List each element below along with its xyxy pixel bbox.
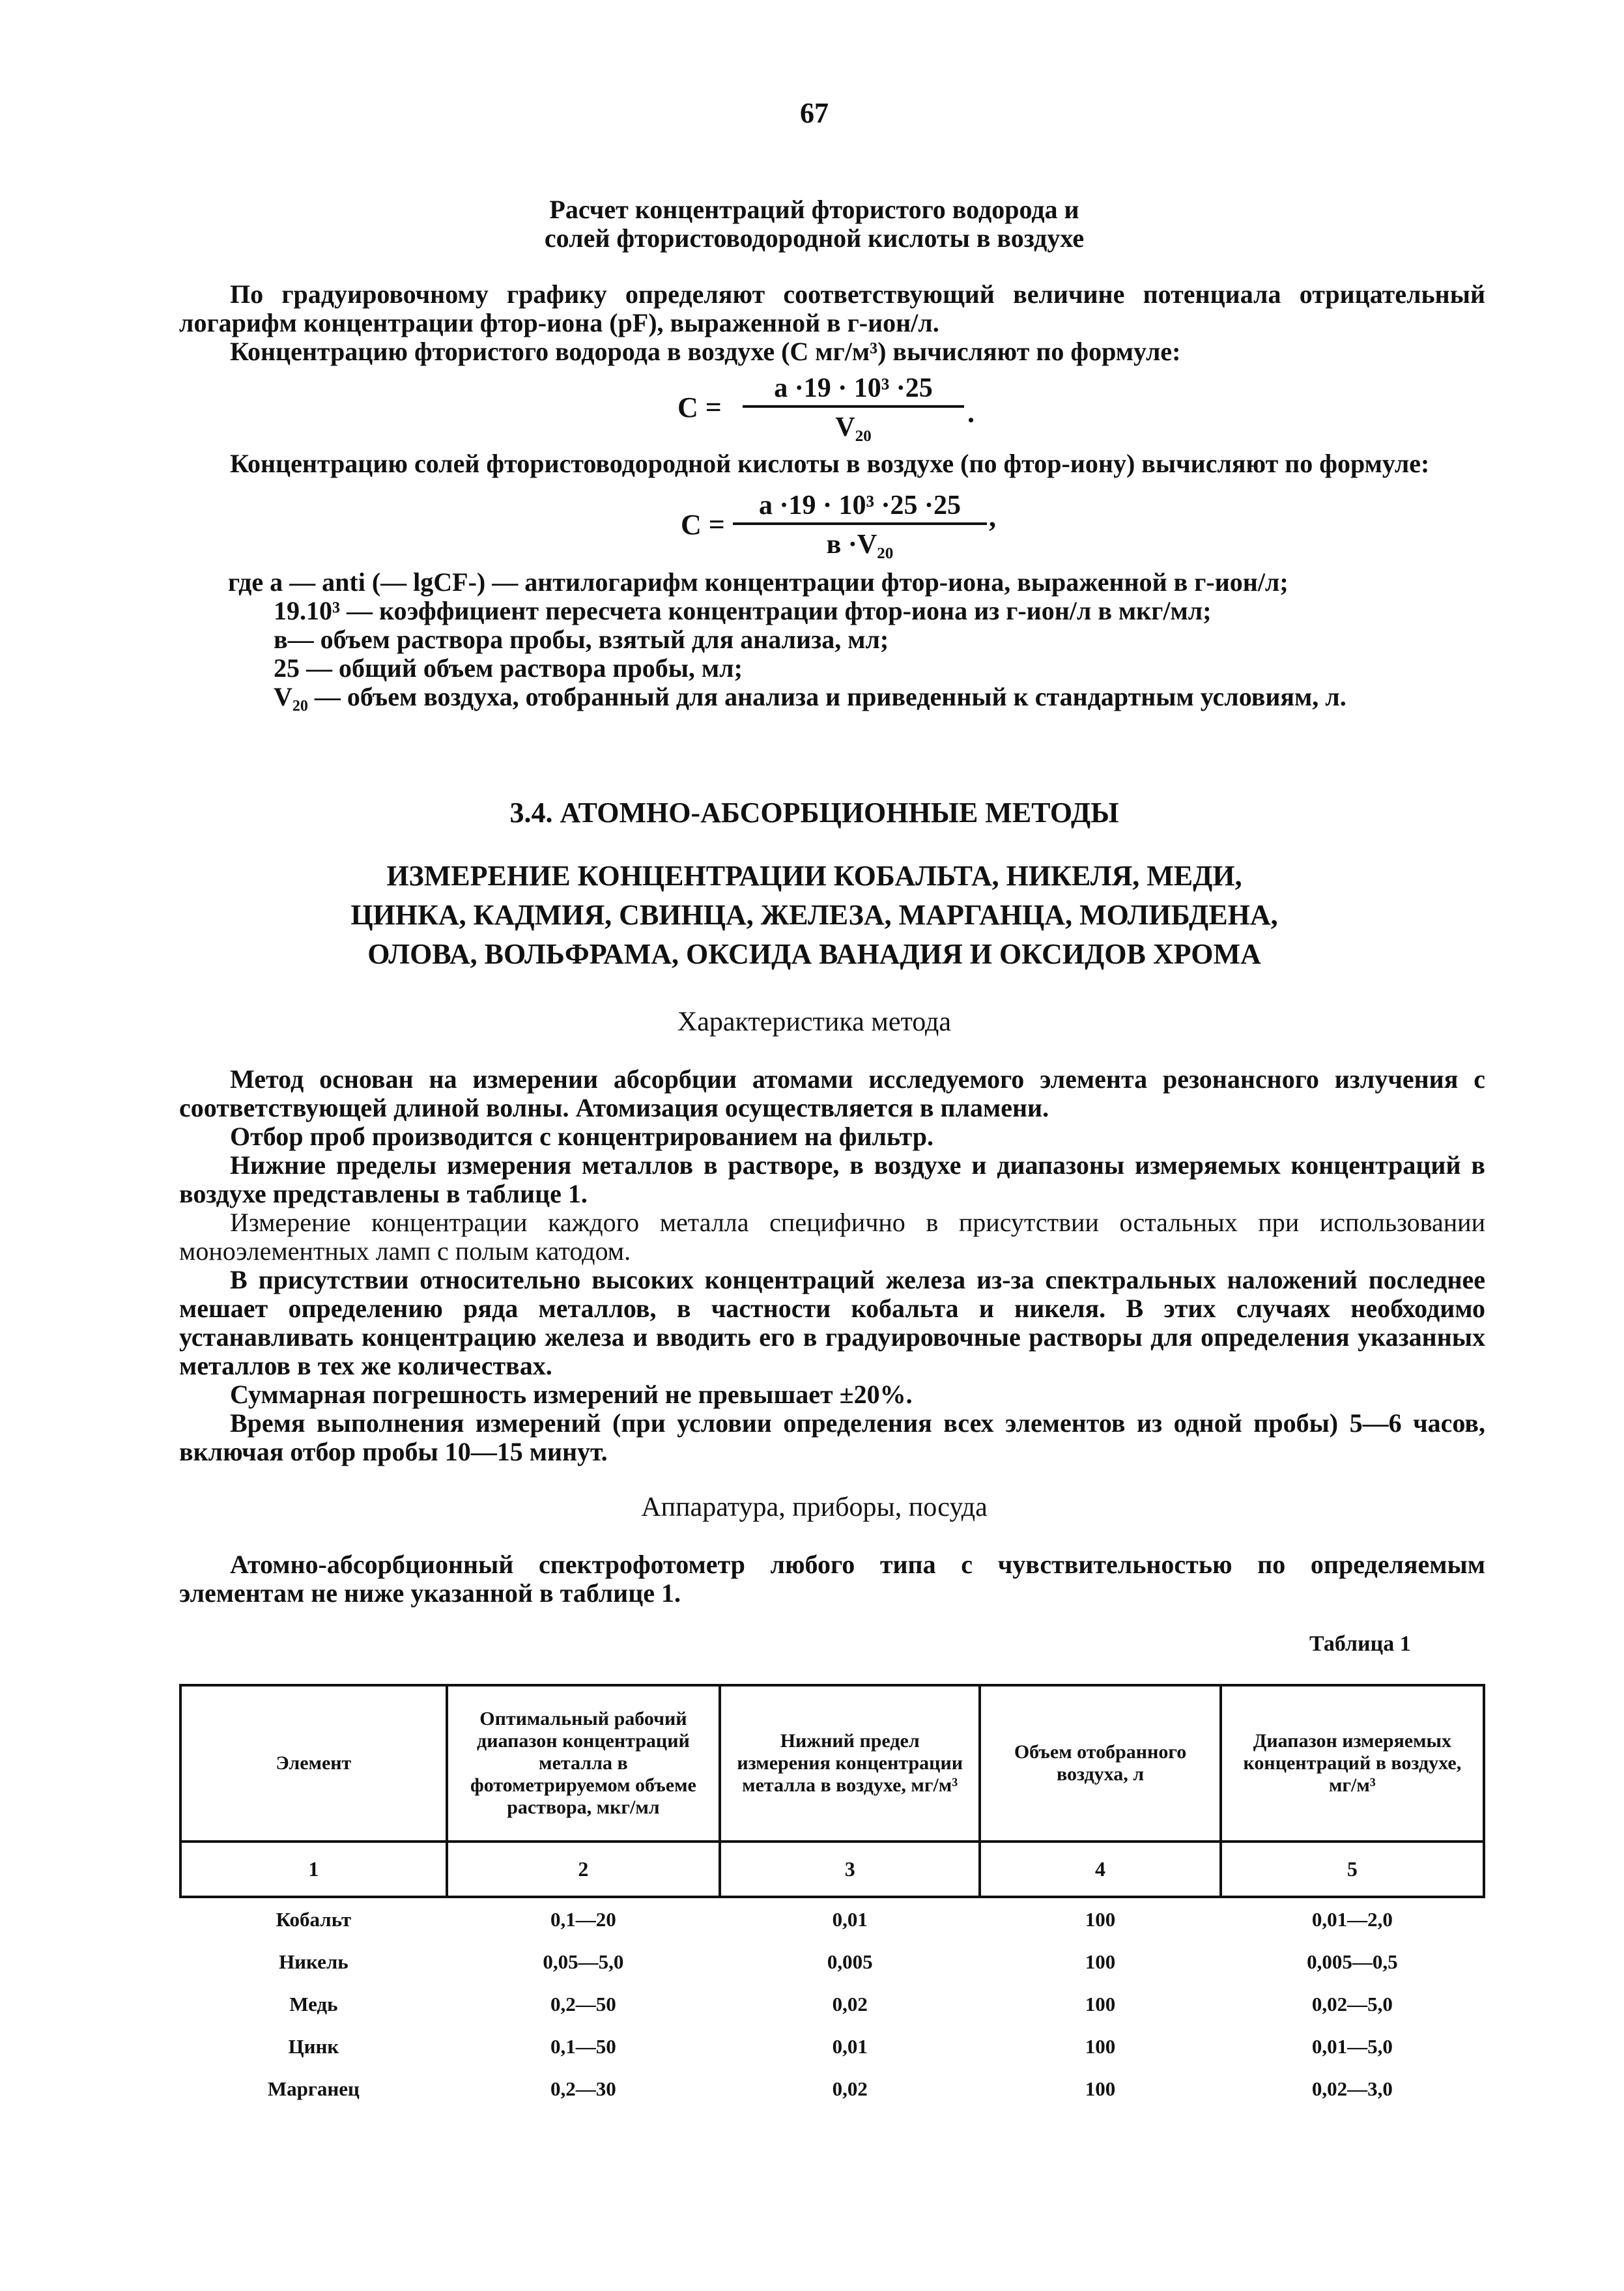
table-caption: Таблица 1: [1309, 1632, 1411, 1656]
cell-optimal-range: 0,1—50: [550, 2034, 616, 2058]
section-title-line1: Расчет концентраций фтористого водорода и: [549, 195, 1079, 224]
header-air-volume: Объем отобранного воздуха, л: [980, 1685, 1220, 1842]
formula2-lhs: C =: [681, 509, 725, 541]
formula1-denominator: V₂₀: [835, 412, 872, 442]
cell-element: Никель: [279, 1950, 349, 1973]
table-row: [180, 1983, 1484, 2025]
header-lower-limit: Нижний предел измерения концентрации металла в воздухе, мг/м³: [720, 1685, 980, 1842]
cell-air-volume: 100: [1085, 2077, 1116, 2100]
paragraph-error: Суммарная погрешность измерений не превышает ±20%.: [230, 1380, 913, 1409]
table1: [179, 1684, 1485, 2110]
table-row: [180, 2068, 1484, 2110]
formula1-lhs: C =: [677, 391, 722, 423]
cell-measured-range: 0,01—2,0: [1311, 1907, 1393, 1931]
formula1-numerator: a ·19 · 10³ ·25: [743, 373, 964, 408]
cell-lower-limit: 0,01: [832, 2034, 868, 2058]
header-optimal-range: Оптимальный рабочий диапазон концентраций металла в фотометрируемом объеме раствора, мкг/мл: [447, 1685, 720, 1842]
paragraph-specificity: Измерение концентрации каждого металла специфично в присутствии остальных при использовании моноэлементных ламп с полым катодом.: [179, 1208, 1485, 1266]
cell-lower-limit: 0,02: [832, 2077, 868, 2100]
formula2-end: ,: [989, 501, 996, 533]
column-number: 1: [180, 1842, 447, 1897]
page-number: 67: [800, 97, 829, 129]
paragraph-pf: По градуировочному графику определяют соответствующий величине потенциала отрицательный логарифм концентрации фтор-иона (pF), выраженной в г-ион/л.: [179, 279, 1485, 337]
column-number: 4: [980, 1842, 1220, 1897]
paragraph-iron: В присутствии относительно высоких концентраций железа из-за спектральных наложений последнее мешает определению ряда металлов, в частности кобальта и никеля. В этих случаях необходимо устанавливать концентрацию железа и вводить его в градуировочные растворы для определения указанных металлов в тех же количествах.: [179, 1265, 1485, 1380]
legend-line-v20: V₂₀ — объем воздуха, отобранный для анализа и приведенный к стандартным условиям, л.: [274, 682, 1346, 711]
legend-line-v: в— объем раствора пробы, взятый для анализа, мл;: [274, 625, 889, 654]
header-measured-range: Диапазон измеряемых концентраций в воздухе, мг/м³: [1221, 1685, 1484, 1842]
legend-line-a: где a — anti (— lgCF-) — антилогарифм концентрации фтор-иона, выраженной в г-ион/л;: [228, 567, 1289, 597]
apparatus-title: Аппаратура, приборы, посуда: [641, 1492, 988, 1522]
cell-lower-limit: 0,02: [832, 1992, 868, 2015]
column-number: 2: [447, 1842, 720, 1897]
subheading-line2: ЦИНКА, КАДМИЯ, СВИНЦА, ЖЕЛЕЗА, МАРГАНЦА, МОЛИБДЕНА,: [350, 899, 1278, 931]
cell-element: Марганец: [267, 2077, 360, 2100]
paragraph-time: Время выполнения измерений (при условии определения всех элементов из одной пробы) 5—6 часов, включая отбор пробы 10—15 минут.: [179, 1408, 1485, 1466]
cell-measured-range: 0,02—5,0: [1311, 1992, 1393, 2015]
paragraph-sampling: Отбор проб производится с концентрированием на фильтр.: [230, 1122, 933, 1151]
cell-element: Цинк: [288, 2034, 339, 2058]
paragraph-method: Метод основан на измерении абсорбции атомами исследуемого элемента резонансного излучения с соответствующей длиной волны. Атомизация осуществляется в пламени.: [179, 1064, 1485, 1122]
paragraph-hf-formula-intro: Концентрацию фтористого водорода в воздухе (С мг/м³) вычисляют по формуле:: [230, 337, 1181, 366]
cell-lower-limit: 0,005: [827, 1950, 873, 1973]
paragraph-apparatus: Атомно-абсорбционный спектрофотометр любого типа с чувствительностью по определяемым элементам не ниже указанной в таблице 1.: [179, 1550, 1485, 1608]
table-row: [180, 1897, 1484, 1941]
legend-line-25: 25 — общий объем раствора пробы, мл;: [274, 653, 743, 683]
table-row: [180, 1941, 1484, 1983]
section-title-line2: солей фтористоводородной кислоты в воздухе: [544, 223, 1085, 253]
paragraph-salts-formula-intro: Концентрацию солей фтористоводородной кислоты в воздухе (по фтор-иону) вычисляют по формуле:: [230, 449, 1430, 478]
paragraph-limits: Нижние пределы измерения металлов в растворе, в воздухе и диапазоны измеряемых концентраций в воздухе представлены в таблице 1.: [179, 1150, 1485, 1208]
cell-optimal-range: 0,1—20: [550, 1907, 616, 1931]
formula2-fraction: [733, 490, 987, 560]
cell-lower-limit: 0,01: [832, 1907, 868, 1931]
cell-air-volume: 100: [1085, 2034, 1116, 2058]
formula1-fraction: [743, 373, 964, 443]
table-row: [180, 2025, 1484, 2068]
characteristics-title: Характеристика метода: [677, 1007, 952, 1037]
cell-air-volume: 100: [1085, 1992, 1116, 2015]
cell-optimal-range: 0,2—50: [550, 1992, 616, 2015]
formula2-numerator: a ·19 · 10³ ·25 ·25: [733, 490, 987, 525]
cell-air-volume: 100: [1085, 1950, 1116, 1973]
cell-measured-range: 0,01—5,0: [1311, 2034, 1393, 2058]
cell-measured-range: 0,02—3,0: [1311, 2077, 1393, 2100]
cell-element: Медь: [289, 1992, 338, 2015]
column-number: 5: [1221, 1842, 1484, 1897]
subheading-line1: ИЗМЕРЕНИЕ КОНЦЕНТРАЦИИ КОБАЛЬТА, НИКЕЛЯ, МЕДИ,: [386, 860, 1242, 892]
section-heading: 3.4. АТОМНО-АБСОРБЦИОННЫЕ МЕТОДЫ: [509, 797, 1119, 829]
cell-optimal-range: 0,2—30: [550, 2077, 616, 2100]
cell-measured-range: 0,005—0,5: [1307, 1950, 1398, 1973]
column-number: 3: [720, 1842, 980, 1897]
cell-element: Кобальт: [276, 1907, 352, 1931]
cell-optimal-range: 0,05—5,0: [543, 1950, 624, 1973]
formula1-end: .: [967, 397, 975, 429]
subheading-line3: ОЛОВА, ВОЛЬФРАМА, ОКСИДА ВАНАДИЯ И ОКСИДОВ ХРОМА: [367, 938, 1261, 970]
header-element: Элемент: [180, 1685, 447, 1842]
cell-air-volume: 100: [1085, 1907, 1116, 1931]
legend-line-coef: 19.10³ — коэффициент пересчета концентрации фтор-иона из г-ион/л в мкг/мл;: [274, 596, 1212, 625]
formula2-denominator: в ·V₂₀: [826, 530, 894, 560]
